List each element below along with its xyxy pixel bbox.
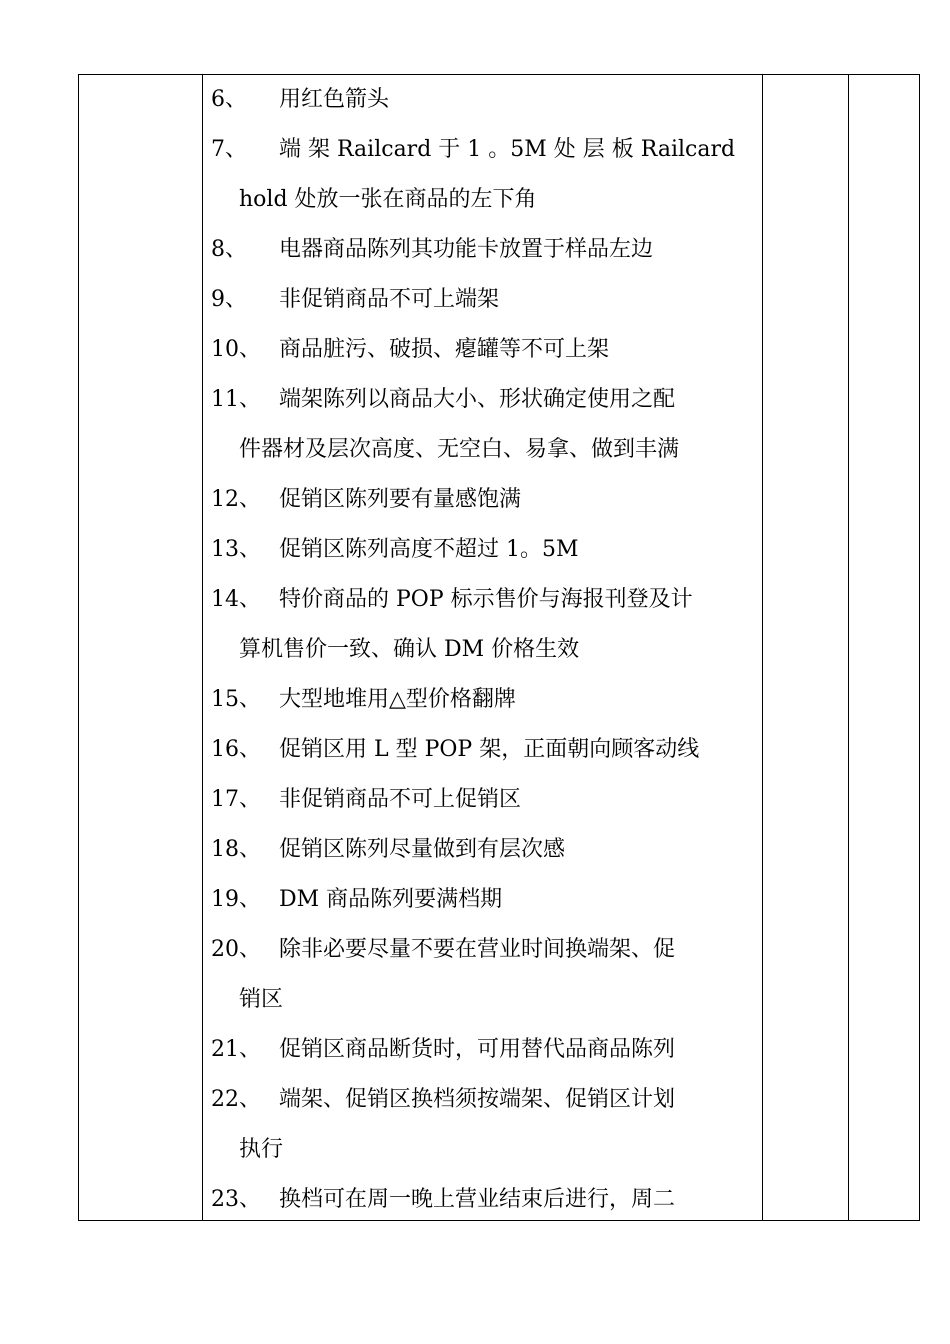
item-number: 13、 [211, 537, 261, 562]
item-text: 换档可在周一晚上营业结束后进行，周二 [279, 1187, 676, 1212]
content-cell [203, 75, 763, 1225]
list-item [203, 225, 763, 275]
column-divider [848, 75, 849, 1220]
item-text: 大型地堆用△型价格翻牌 [279, 687, 516, 712]
item-text: 促销区陈列要有量感饱满 [279, 487, 522, 512]
item-number: 18、 [211, 837, 261, 862]
list-item [203, 475, 763, 525]
item-number: 8、 [211, 237, 247, 262]
list-item [203, 525, 763, 575]
item-text: 商品脏污、破损、瘪罐等不可上架 [279, 337, 610, 362]
list-item [203, 775, 763, 825]
item-text: 用红色箭头 [279, 87, 390, 112]
list-item [203, 875, 763, 925]
item-text: DM 商品陈列要满档期 [279, 887, 503, 912]
item-text: 电器商品陈列其功能卡放置于样品左边 [279, 237, 654, 262]
list-item [203, 375, 763, 475]
item-text: 端架陈列以商品大小、形状确定使用之配 [279, 387, 676, 412]
item-number: 11、 [211, 387, 261, 412]
item-number: 20、 [211, 937, 261, 962]
item-number: 10、 [211, 337, 261, 362]
list-item [203, 825, 763, 875]
item-number: 16、 [211, 737, 261, 762]
item-number: 6、 [211, 87, 247, 112]
item-number: 12、 [211, 487, 261, 512]
item-text: 特价商品的 POP 标示售价与海报刊登及计 [279, 587, 693, 612]
item-number: 23、 [211, 1187, 261, 1212]
item-number: 15、 [211, 687, 261, 712]
item-text: 端架、促销区换档须按端架、促销区计划 [279, 1087, 676, 1112]
list-item [203, 575, 763, 675]
item-text: 非促销商品不可上促销区 [279, 787, 522, 812]
item-text: 非促销商品不可上端架 [279, 287, 500, 312]
item-text: 促销区陈列尽量做到有层次感 [279, 837, 566, 862]
list-item [203, 275, 763, 325]
list-item [203, 75, 763, 125]
list-item [203, 675, 763, 725]
list-item [203, 1075, 763, 1175]
item-number: 7、 [211, 137, 247, 162]
item-text: 促销区陈列高度不超过 1。5M [279, 537, 579, 562]
document-table [78, 74, 920, 1221]
item-number: 9、 [211, 287, 247, 312]
item-text-continued: hold 处放一张在商品的左下角 [239, 187, 537, 212]
item-number: 19、 [211, 887, 261, 912]
item-number: 22、 [211, 1087, 261, 1112]
item-text-continued: 算机售价一致、确认 DM 价格生效 [239, 637, 580, 662]
list-item [203, 325, 763, 375]
item-text-continued: 件器材及层次高度、无空白、易拿、做到丰满 [239, 437, 680, 462]
item-text: 促销区商品断货时，可用替代品商品陈列 [279, 1037, 676, 1062]
list-item [203, 125, 763, 225]
item-number: 14、 [211, 587, 261, 612]
item-text: 促销区用 L 型 POP 架，正面朝向顾客动线 [279, 737, 700, 762]
item-text-continued: 销区 [239, 987, 284, 1012]
item-number: 21、 [211, 1037, 261, 1062]
item-text: 端 架 Railcard 于 1 。5M 处 层 板 Railcard [279, 137, 736, 162]
list-item [203, 1175, 763, 1225]
list-item [203, 925, 763, 1025]
item-text: 除非必要尽量不要在营业时间换端架、促 [279, 937, 676, 962]
item-number: 17、 [211, 787, 261, 812]
list-item [203, 1025, 763, 1075]
list-item [203, 725, 763, 775]
item-text-continued: 执行 [239, 1137, 284, 1162]
